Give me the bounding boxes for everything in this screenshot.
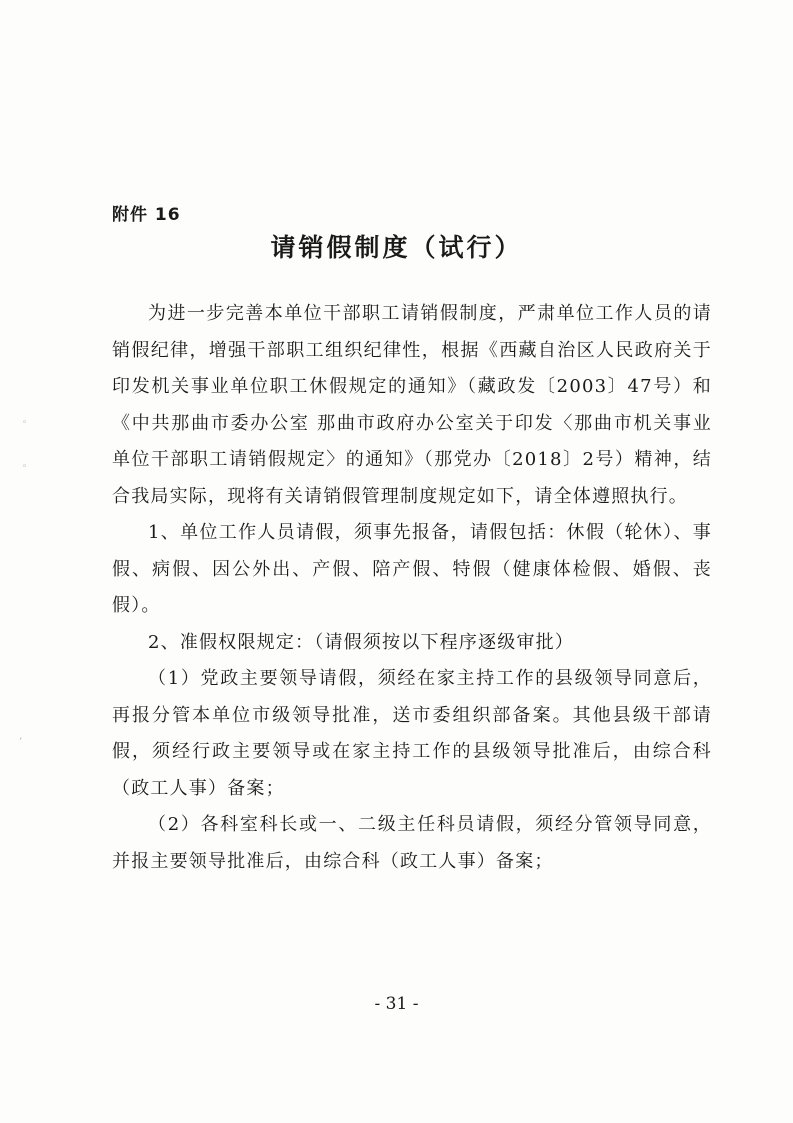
paragraph-intro: 为进一步完善本单位干部职工请销假制度，严肃单位工作人员的请销假纪律，增强干部职工组织纪律性，根据《西藏自治区人民政府关于印发机关事业单位职工休假规定的通知》（藏政发〔2003〕47号）和《中共那曲市委办公室 那曲市政府办公室关于印发〈那曲市机关事业单位干部职工请销假规定〉的通知》（那党办〔2018〕2号）精神，结合我局实际，现将有关请销假管理制度规定如下，请全体遵照执行。 [112, 303, 712, 507]
paragraph-rule-1: （1）党政主要领导请假，须经在家主持工作的县级领导同意后，再报分管本单位市级领导批准，送市委组织部备案。其他县级干部请假，须经行政主要领导或在家主持工作的县级领导批准后，由综合科（政工人事）备案； [112, 668, 712, 799]
document-title: 请销假制度（试行） [270, 233, 523, 262]
paragraph-approval-authority: 2、准假权限规定：（请假须按以下程序逐级审批） [148, 631, 575, 653]
paragraph-rule-2: （2）各科室科长或一、二级主任科员请假，须经分管领导同意，并报主要领导批准后，由综合科（政工人事）备案； [112, 814, 712, 872]
scan-speck: ◦ [22, 462, 28, 472]
paragraph-leave-types: 1、单位工作人员请假，须事先报备，请假包括：休假（轮休）、事假、病假、因公外出、产假、陪产假、特假（健康体检假、婚假、丧假）。 [112, 522, 712, 616]
scan-speck: ◦ [22, 418, 28, 428]
scan-speck: ˊ [18, 738, 23, 748]
page-number: - 31 - [374, 994, 419, 1014]
attachment-label: 附件 16 [112, 205, 181, 225]
document-body [112, 296, 712, 880]
